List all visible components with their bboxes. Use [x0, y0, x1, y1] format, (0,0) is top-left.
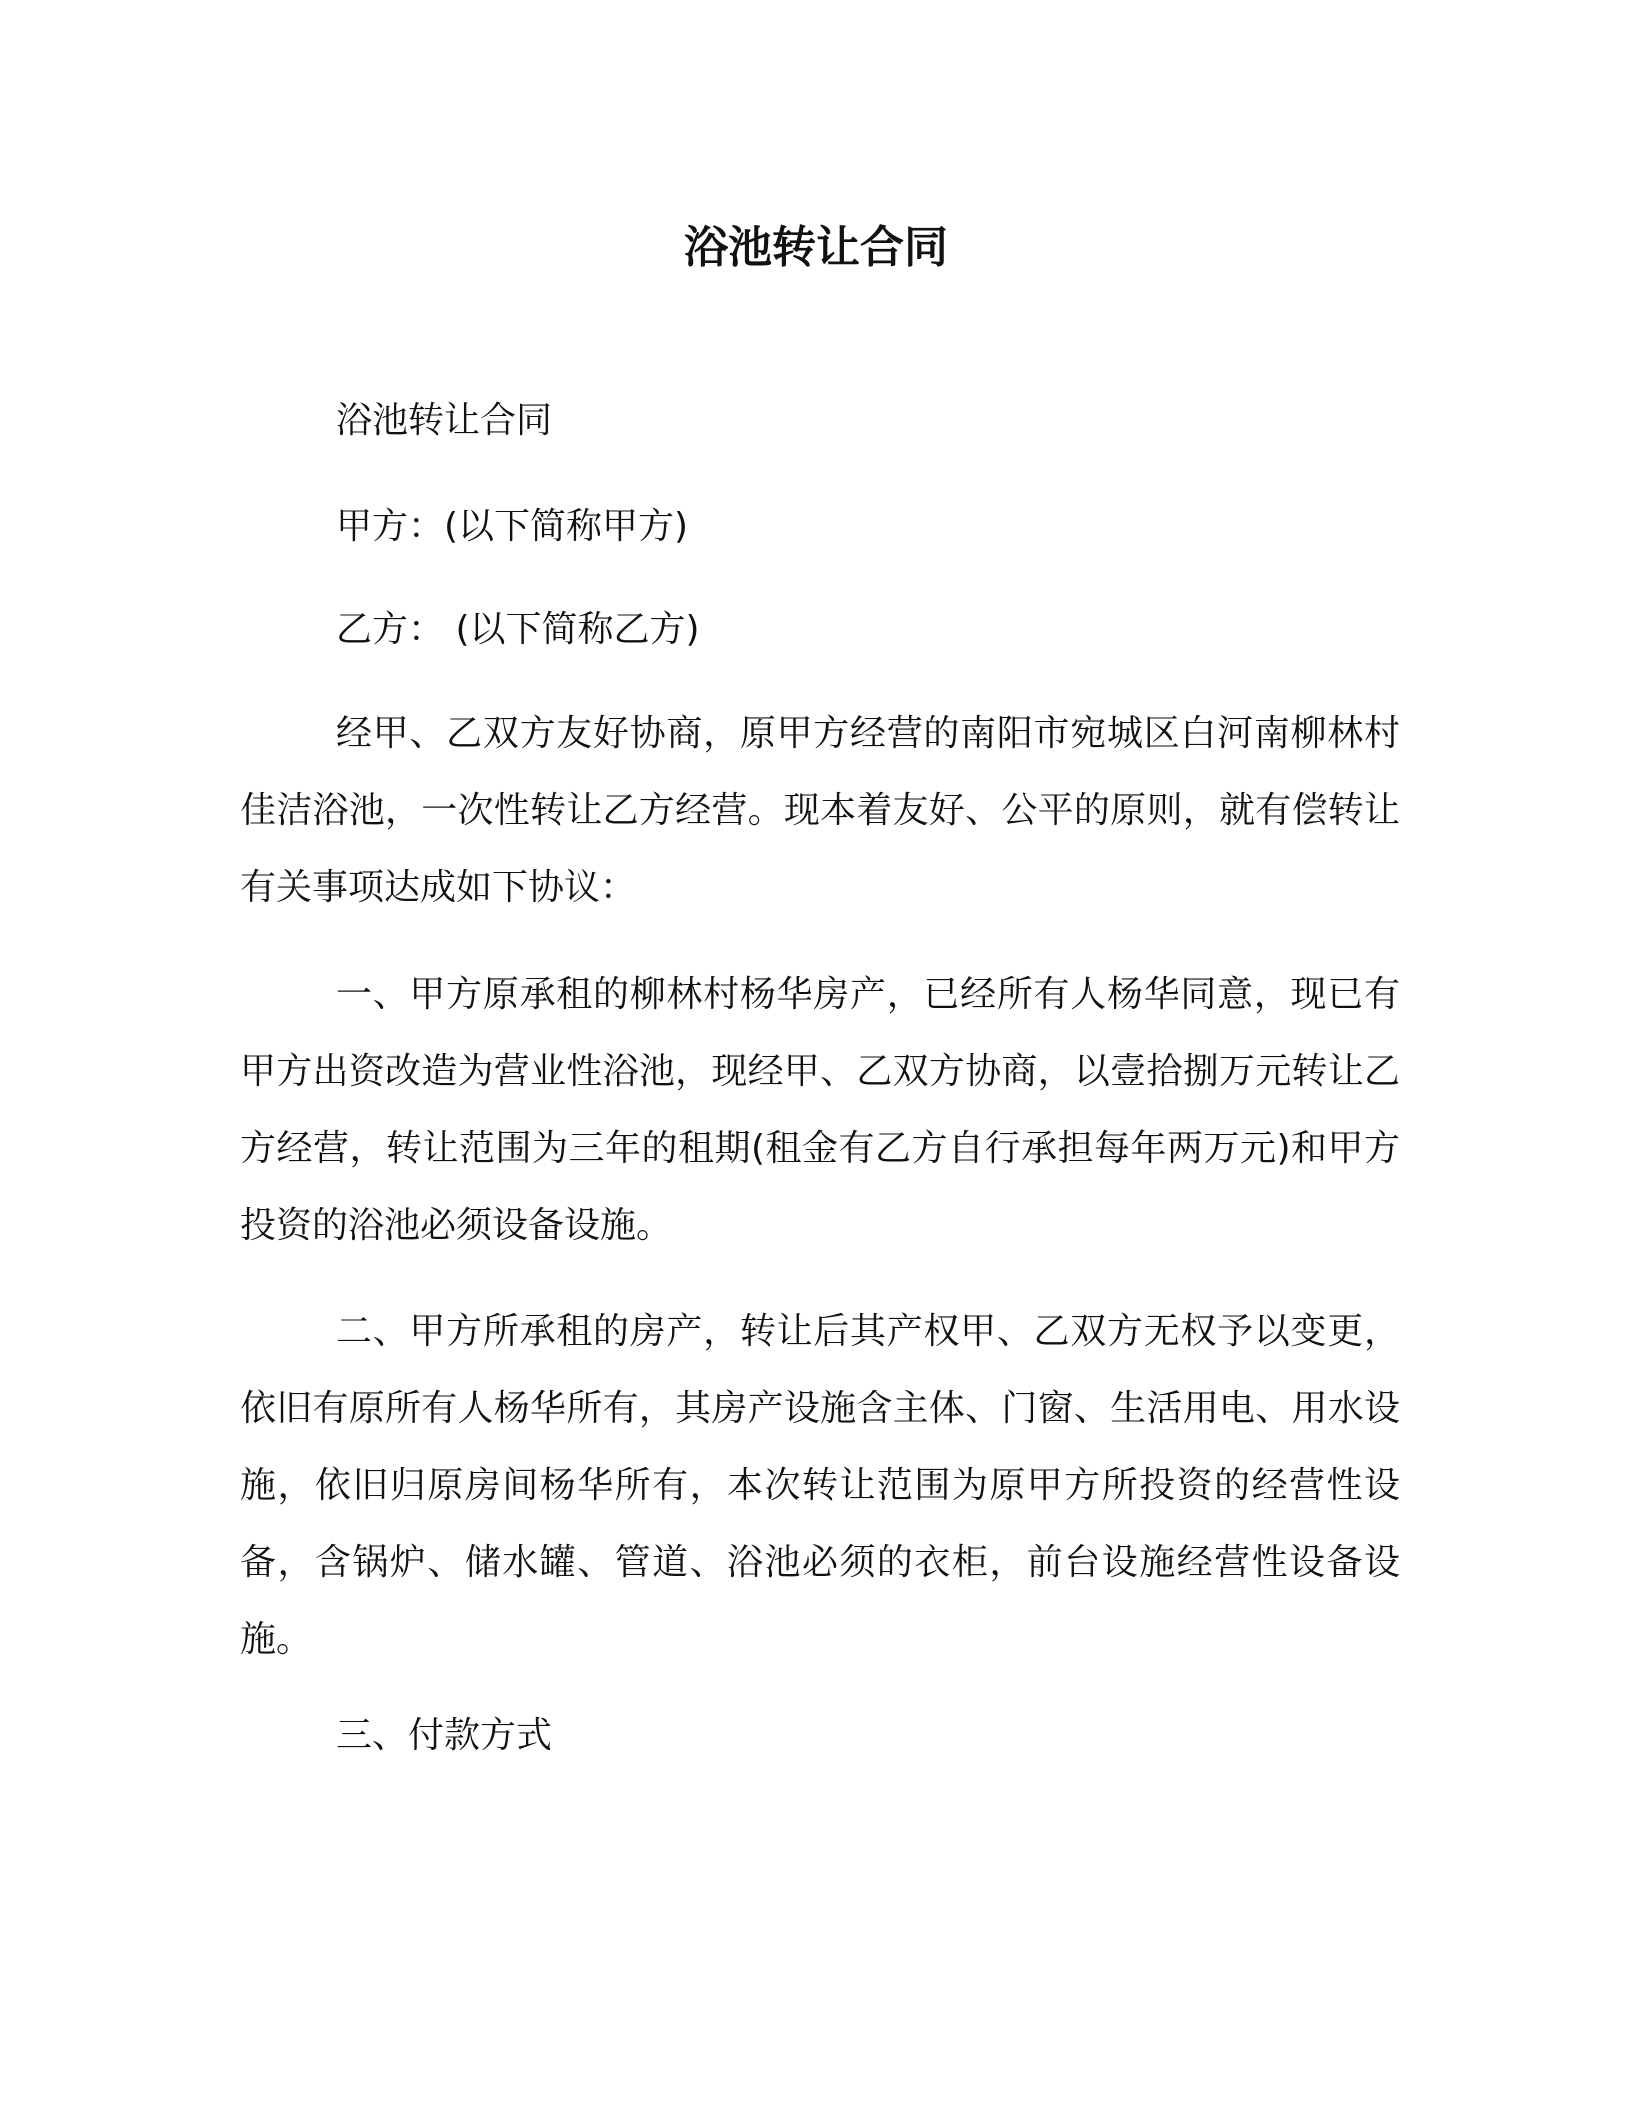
party-b-line: 乙方： (以下简称乙方) [336, 609, 700, 650]
clause-2-paragraph: 二、甲方所承租的房产，转让后其产权甲、乙双方无权予以变更，依旧有原所有人杨华所有，其房产设施含主体、门窗、生活用电、用水设施，依旧归原房间杨华所有，本次转让范围为原甲方所投资的经营性设备，含锅炉、储水罐、管道、浴池必须的衣柜，前台设施经营性设备设施。 [240, 1311, 1400, 1660]
intro-paragraph: 经甲、乙双方友好协商，原甲方经营的南阳市宛城区白河南柳林村佳洁浴池，一次性转让乙方经营。现本着友好、公平的原则，就有偿转让有关事项达成如下协议： [240, 713, 1400, 908]
document-title: 浴池转让合同 [684, 222, 948, 273]
clause-3-heading: 三、付款方式 [336, 1715, 553, 1756]
clause-1-paragraph: 一、甲方原承租的柳林村杨华房产，已经所有人杨华同意，现已有甲方出资改造为营业性浴池，现经甲、乙双方协商，以壹拾捌万元转让乙方经营，转让范围为三年的租期(租金有乙方自行承担每年两万元)和甲方投资的浴池必须设备设施。 [240, 974, 1400, 1246]
party-a-line: 甲方：(以下简称甲方) [336, 506, 689, 547]
contract-subtitle: 浴池转让合同 [336, 400, 553, 441]
